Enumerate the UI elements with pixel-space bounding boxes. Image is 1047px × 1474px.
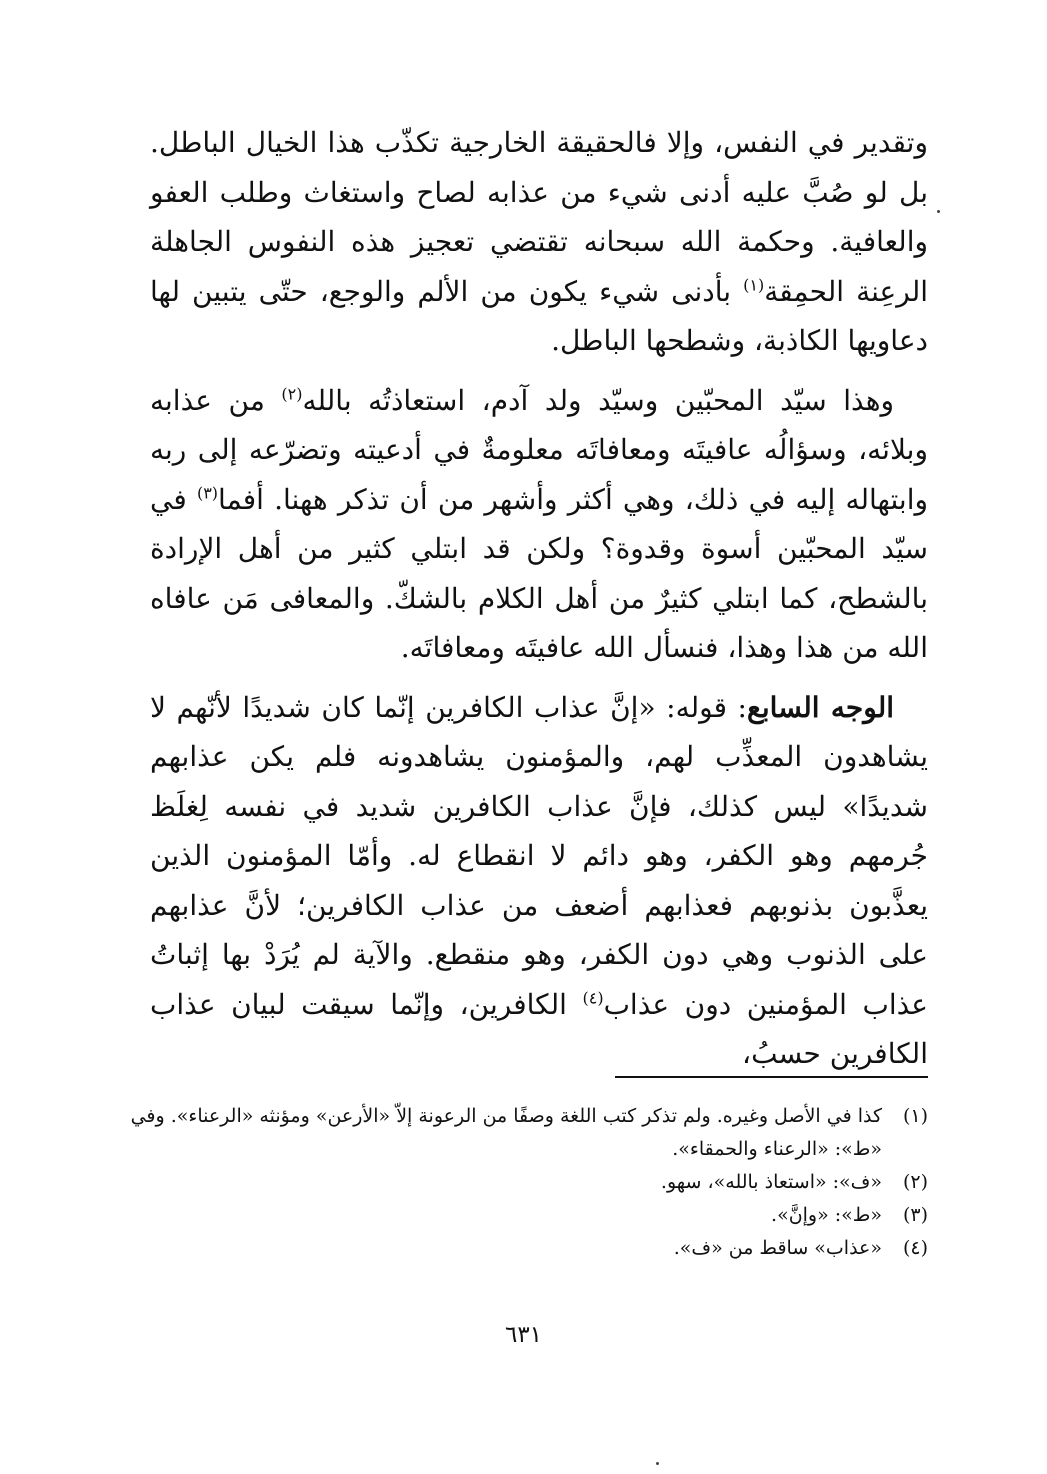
- footnote-number: (٤): [902, 1237, 928, 1259]
- paragraph-3-text-2: الكافرين، وإنّما سيقت لبيان عذاب الكافرين حسبُ،: [150, 987, 928, 1070]
- scan-speck: [937, 210, 940, 213]
- footnote-text: كذا في الأصل وغيره. ولم تذكر كتب اللغة وصفًا من الرعونة إلاّ «الأرعن» ومؤنثه «الرعناء». وفي «ط»: «الرعناء والحمقاء».: [130, 1105, 882, 1160]
- footnote-ref-4: (٤): [582, 988, 604, 1008]
- paragraph-2-text-3: في سيّد المحبّين أسوة وقدوة؟ ولكن قد ابتلي كثير من أهل الإرادة بالشطح، كما ابتلي كثيرٌ من أهل الكلام بالشكّ. والمعافى مَن عافاه الله من هذا وهذا، فنسأل الله عافيتَه ومعافاتَه.: [150, 482, 928, 664]
- footnote-text: «عذاب» ساقط من «ف».: [673, 1237, 882, 1259]
- footnote-text: «ط»: «وإنَّ».: [771, 1204, 882, 1226]
- footnote-4: [130, 1232, 928, 1265]
- paragraph-2: [150, 376, 928, 673]
- footnote-2: [130, 1166, 928, 1199]
- main-text: [150, 118, 928, 1079]
- scan-speck: [656, 1462, 659, 1465]
- footnote-text: «ف»: «استعاذ بالله»، سهو.: [660, 1171, 882, 1193]
- page-number: ٦٣١: [504, 1322, 543, 1348]
- section-heading: الوجه السابع: [746, 690, 895, 724]
- footnotes: [130, 1100, 928, 1265]
- footnote-number: (٢): [902, 1171, 928, 1193]
- footnote-ref-2: (٢): [281, 384, 303, 404]
- footnote-ref-3: (٣): [196, 483, 219, 503]
- paragraph-1: [150, 118, 928, 366]
- paragraph-3: [150, 683, 928, 1079]
- paragraph-1-text-1: وتقدير في النفس، وإلا فالحقيقة الخارجية تكذّب هذا الخيال الباطل. بل لو صُبَّ عليه أدنى شيء من عذابه لصاح واستغاث وطلب العفو والعافية. وحكمة الله سبحانه تقتضي تعجيز هذه النفوس الجاهلة الرعِنة الحمِقة: [150, 126, 929, 308]
- footnote-number: (٣): [902, 1204, 928, 1226]
- footnote-3: [130, 1199, 928, 1232]
- paragraph-2-text-1: وهذا سيّد المحبّين وسيّد ولد آدم، استعاذتُه بالله: [302, 383, 894, 417]
- footnote-ref-1: (١): [743, 275, 765, 295]
- paragraph-3-text-1: : قوله: «إنَّ عذاب الكافرين إنّما كان شديدًا لأنّهم لا يشاهدون المعذِّب لهم، والمؤمنون يشاهدونه فلم يكن عذابهم شديدًا» ليس كذلك، فإنَّ عذاب الكافرين شديد في نفسه لِغلَظ جُرمهم وهو الكفر، وهو دائم لا انقطاع له. وأمّا المؤمنون الذين يعذَّبون بذنوبهم فعذابهم أضعف من عذاب الكافرين؛ لأنَّ عذابهم على الذنوب وهي دون الكفر، وهو منقطع. والآية لم يُرَدْ بها إثباتُ عذاب المؤمنين دون عذاب: [150, 690, 929, 1021]
- footnote-1: [130, 1100, 928, 1166]
- footnote-separator: [615, 1076, 928, 1078]
- paragraph-1-text-2: بأدنى شيء يكون من الألم والوجع، حتّى يتبين لها دعاويها الكاذبة، وشطحها الباطل.: [150, 274, 928, 357]
- paragraph-2-text-2: من عذابه وبلائه، وسؤالُه عافيتَه ومعافاتَه معلومةٌ في أدعيته وتضرّعه إلى ربه وابتهاله إليه في ذلك، وهي أكثر وأشهر من أن تذكر ههنا. أفما: [150, 383, 929, 516]
- footnote-number: (١): [902, 1105, 928, 1127]
